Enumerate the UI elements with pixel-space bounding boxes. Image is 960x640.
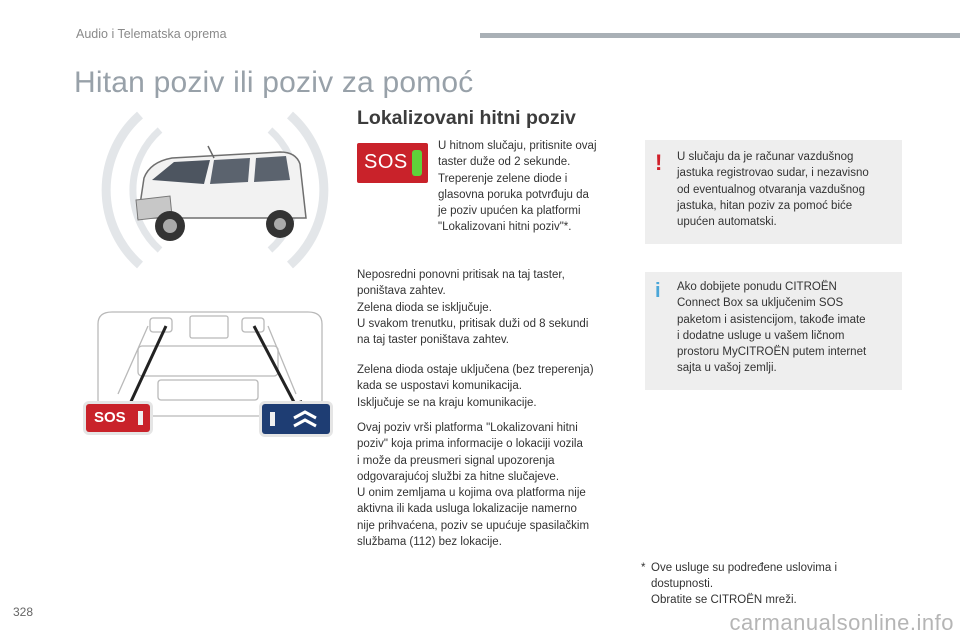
paragraph-cancel: Neposredni ponovni pritisak na taj taster, poništava zahtev. Zelena dioda se isključuje. U svakom trenutku, pritisak duži od 8 sekundi na taj taster poništava zahtev. bbox=[357, 269, 589, 347]
footnote-text: Ove usluge su podređene uslovima i dostupnosti. Obratite se CITROËN mreži. bbox=[651, 562, 838, 606]
illustration-assistance-button bbox=[262, 404, 330, 434]
illustration-sos-led bbox=[138, 411, 143, 425]
warning-box bbox=[645, 140, 902, 244]
footnote-star: * bbox=[641, 562, 646, 574]
info-text: Ako dobijete ponudu CITROËN Connect Box sa uključenim SOS paketom i asistencijom, takođe imate i dodatne usluge u vašem ličnom prostoru MyCITROËN putem internet sajta u vašoj zemlji. bbox=[677, 281, 867, 375]
van-icon bbox=[136, 146, 306, 241]
paragraph-led: Zelena dioda ostaje uključena (bez treperenja) kada se uspostavi komunikacija. Isključuje se na kraju komunikacije. bbox=[357, 364, 594, 409]
illustration-sos-button bbox=[86, 404, 150, 432]
sos-button bbox=[357, 143, 428, 183]
info-icon: i bbox=[655, 280, 661, 302]
header-bar bbox=[480, 33, 960, 38]
footnote bbox=[641, 560, 837, 608]
illustration-assist-led bbox=[270, 412, 275, 426]
illustration-sos-label: SOS bbox=[94, 409, 126, 426]
van-illustration bbox=[100, 100, 330, 280]
info-box bbox=[645, 272, 902, 390]
page-number: 328 bbox=[13, 605, 34, 619]
sos-led-indicator bbox=[412, 150, 422, 176]
section-title: Lokalizovani hitni poziv bbox=[357, 107, 576, 129]
pointer-line-sos bbox=[128, 326, 166, 408]
paragraph-press: U hitnom slučaju, pritisnite ovaj taster duže od 2 sekunde. Treperenje zelene diode i glasovna poruka potvrđuju da je poziv upućen ka platformi "Lokalizovani hitni poziv"*. bbox=[438, 140, 597, 234]
exclamation-icon: ! bbox=[655, 150, 663, 175]
page-title: Hitan poziv ili poziv za pomoć bbox=[74, 66, 474, 99]
header-section-title: Audio i Telematska oprema bbox=[76, 27, 227, 41]
watermark: carmanualsonline.info bbox=[729, 610, 954, 635]
pointer-line-assist bbox=[254, 326, 296, 406]
paragraph-platform: Ovaj poziv vrši platforma "Lokalizovani hitni poziv" koja prima informacije o lokaciji vozila i može da preusmeri signal upozorenja odgovarajućoj službi za hitne slučajeve. U onim zemljama u kojima ova platforma nije aktivna ili kada usluga lokalizacije namerno nije prihvaćena, poziv se upućuje spasilačkim službama (112) bez lokacije. bbox=[357, 422, 590, 549]
sos-button-label: SOS bbox=[364, 151, 408, 173]
chevron-logo-icon bbox=[292, 410, 318, 428]
warning-text: U slučaju da je računar vazdušnog jastuka registrovao sudar, i nezavisno od eventualnog otvaranja vazdušnog jastuka, hitan poziv za pomoć biće upućen automatski. bbox=[677, 151, 869, 229]
